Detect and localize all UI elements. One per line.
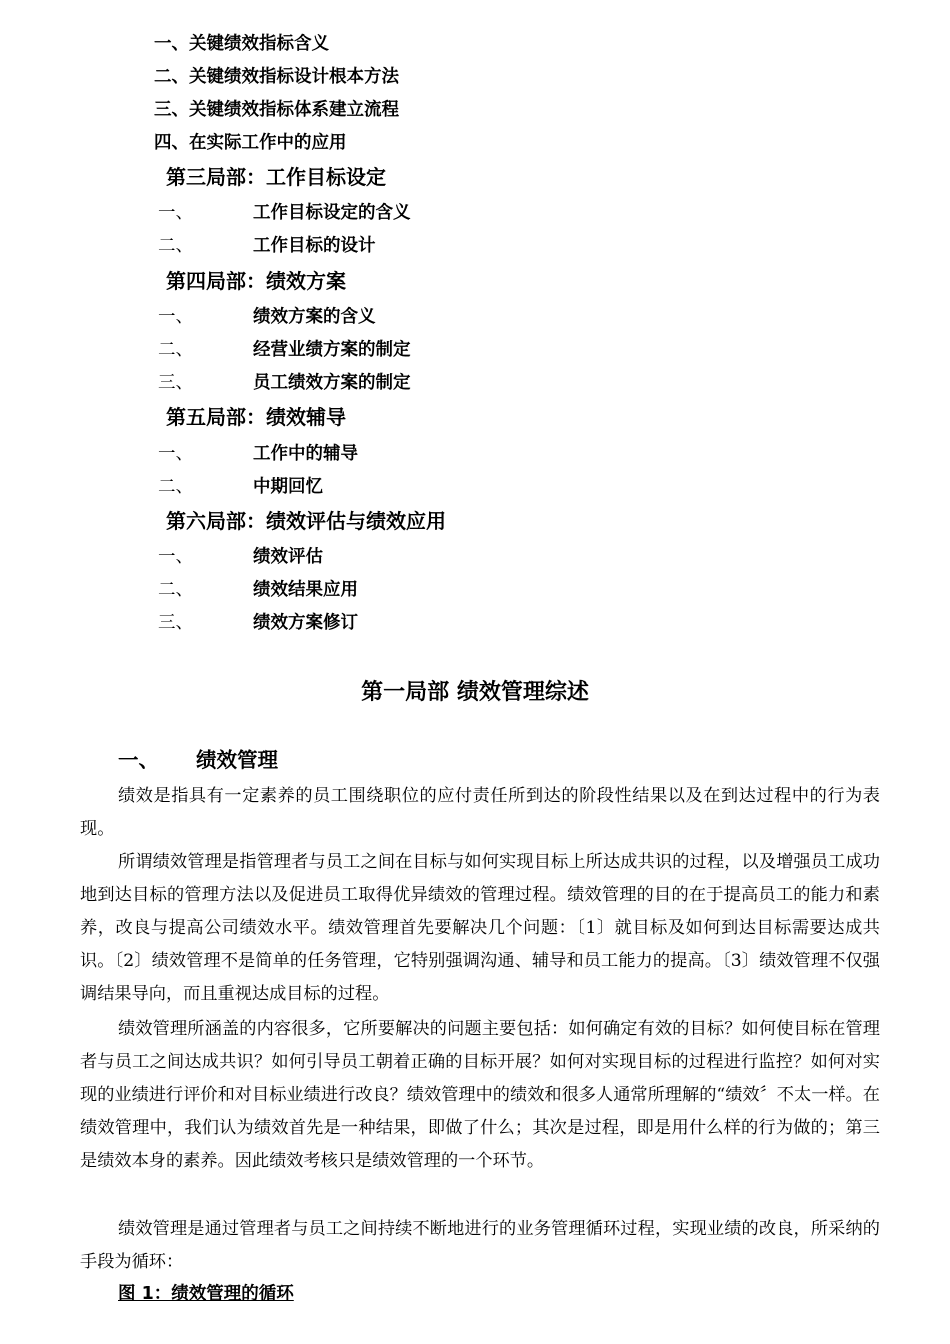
toc-item-num: 二、 <box>158 236 193 256</box>
toc-item <box>158 442 358 466</box>
toc-item <box>154 98 399 122</box>
toc-part-title: 第五局部：绩效辅导 <box>166 405 346 429</box>
toc-item-text: 关键绩效指标含义 <box>189 34 329 54</box>
toc-item <box>158 578 358 602</box>
toc-item-text: 绩效方案修订 <box>253 613 358 633</box>
figure-caption: 图 1：绩效管理的循环 <box>118 1284 294 1304</box>
toc-item <box>158 475 323 499</box>
toc-item <box>158 305 376 329</box>
toc-item-num: 二、 <box>158 477 193 497</box>
toc-item-num: 一、 <box>158 307 193 327</box>
toc-item-text: 工作中的辅导 <box>253 444 358 464</box>
toc-part-title: 第六局部：绩效评估与绩效应用 <box>166 509 446 533</box>
toc-item-text: 中期回忆 <box>253 477 323 497</box>
section-heading <box>118 746 278 774</box>
toc-item <box>154 32 329 56</box>
paragraph: 绩效管理是通过管理者与员工之间持续不断地进行的业务管理循环过程，实现业绩的改良，所采纳的手段为循环： <box>80 1219 880 1272</box>
paragraph: 绩效是指具有一定素养的员工围绕职位的应付责任所到达的阶段性结果以及在到达过程中的行为表现。 <box>80 786 880 839</box>
toc-item-num: 三、 <box>158 613 193 633</box>
toc-item-num: 二、 <box>158 580 193 600</box>
toc-item-num: 一、 <box>154 34 189 54</box>
toc-item <box>158 545 323 569</box>
toc-item <box>158 338 411 362</box>
section-title: 第一局部 绩效管理综述 <box>361 680 589 705</box>
toc-item-text: 员工绩效方案的制定 <box>253 373 411 393</box>
toc-item-text: 经营业绩方案的制定 <box>253 340 411 360</box>
toc-item-num: 二、 <box>154 67 189 87</box>
toc-part-title: 第三局部：工作目标设定 <box>166 165 386 189</box>
toc-item-text: 绩效方案的含义 <box>253 307 376 327</box>
toc-item-text: 关键绩效指标设计根本方法 <box>189 67 399 87</box>
toc-item-text: 在实际工作中的应用 <box>189 133 347 153</box>
toc-item <box>154 65 399 89</box>
section-heading-text: 绩效管理 <box>196 748 278 772</box>
toc-item-num: 二、 <box>158 340 193 360</box>
toc-item-num: 一、 <box>158 444 193 464</box>
toc-item-num: 一、 <box>158 547 193 567</box>
toc-item <box>158 611 358 635</box>
toc-item-text: 绩效评估 <box>253 547 323 567</box>
toc-item-text: 绩效结果应用 <box>253 580 358 600</box>
paragraph: 所谓绩效管理是指管理者与员工之间在目标与如何实现目标上所达成共识的过程，以及增强员工成功地到达目标的管理方法以及促进员工取得优异绩效的管理过程。绩效管理的目的在于提高员工的能力和素养，改良与提高公司绩效水平。绩效管理首先要解决几个问题：〔1〕就目标及如何到达目标需要达成共识。〔2〕绩效管理不是简单的任务管理，它特别强调沟通、辅导和员工能力的提高。〔3〕绩效管理不仅强调结果导向，而且重视达成目标的过程。 <box>80 852 880 1004</box>
toc-item-text: 关键绩效指标体系建立流程 <box>189 100 399 120</box>
toc-item-text: 工作目标设定的含义 <box>253 203 411 223</box>
toc-item <box>158 201 411 225</box>
section-heading-num: 一、 <box>118 748 159 772</box>
toc-item-num: 四、 <box>154 133 189 153</box>
toc-item-num: 三、 <box>158 373 193 393</box>
toc-item <box>158 371 411 395</box>
paragraph: 绩效管理所涵盖的内容很多，它所要解决的问题主要包括：如何确定有效的目标？如何使目标在管理者与员工之间达成共识？如何引导员工朝着正确的目标开展？如何对实现目标的过程进行监控？如何对实现的业绩进行评价和对目标业绩进行改良？绩效管理中的绩效和很多人通常所理解的“绩效〞不太一样。在绩效管理中，我们认为绩效首先是一种结果，即做了什么；其次是过程，即是用什么样的行为做的；第三是绩效本身的素养。因此绩效考核只是绩效管理的一个环节。 <box>80 1019 880 1171</box>
toc-item <box>154 131 347 155</box>
toc-part-title: 第四局部：绩效方案 <box>166 269 346 293</box>
toc-item-num: 一、 <box>158 203 193 223</box>
toc-item <box>158 234 376 258</box>
toc-item-text: 工作目标的设计 <box>253 236 376 256</box>
toc-item-num: 三、 <box>154 100 189 120</box>
